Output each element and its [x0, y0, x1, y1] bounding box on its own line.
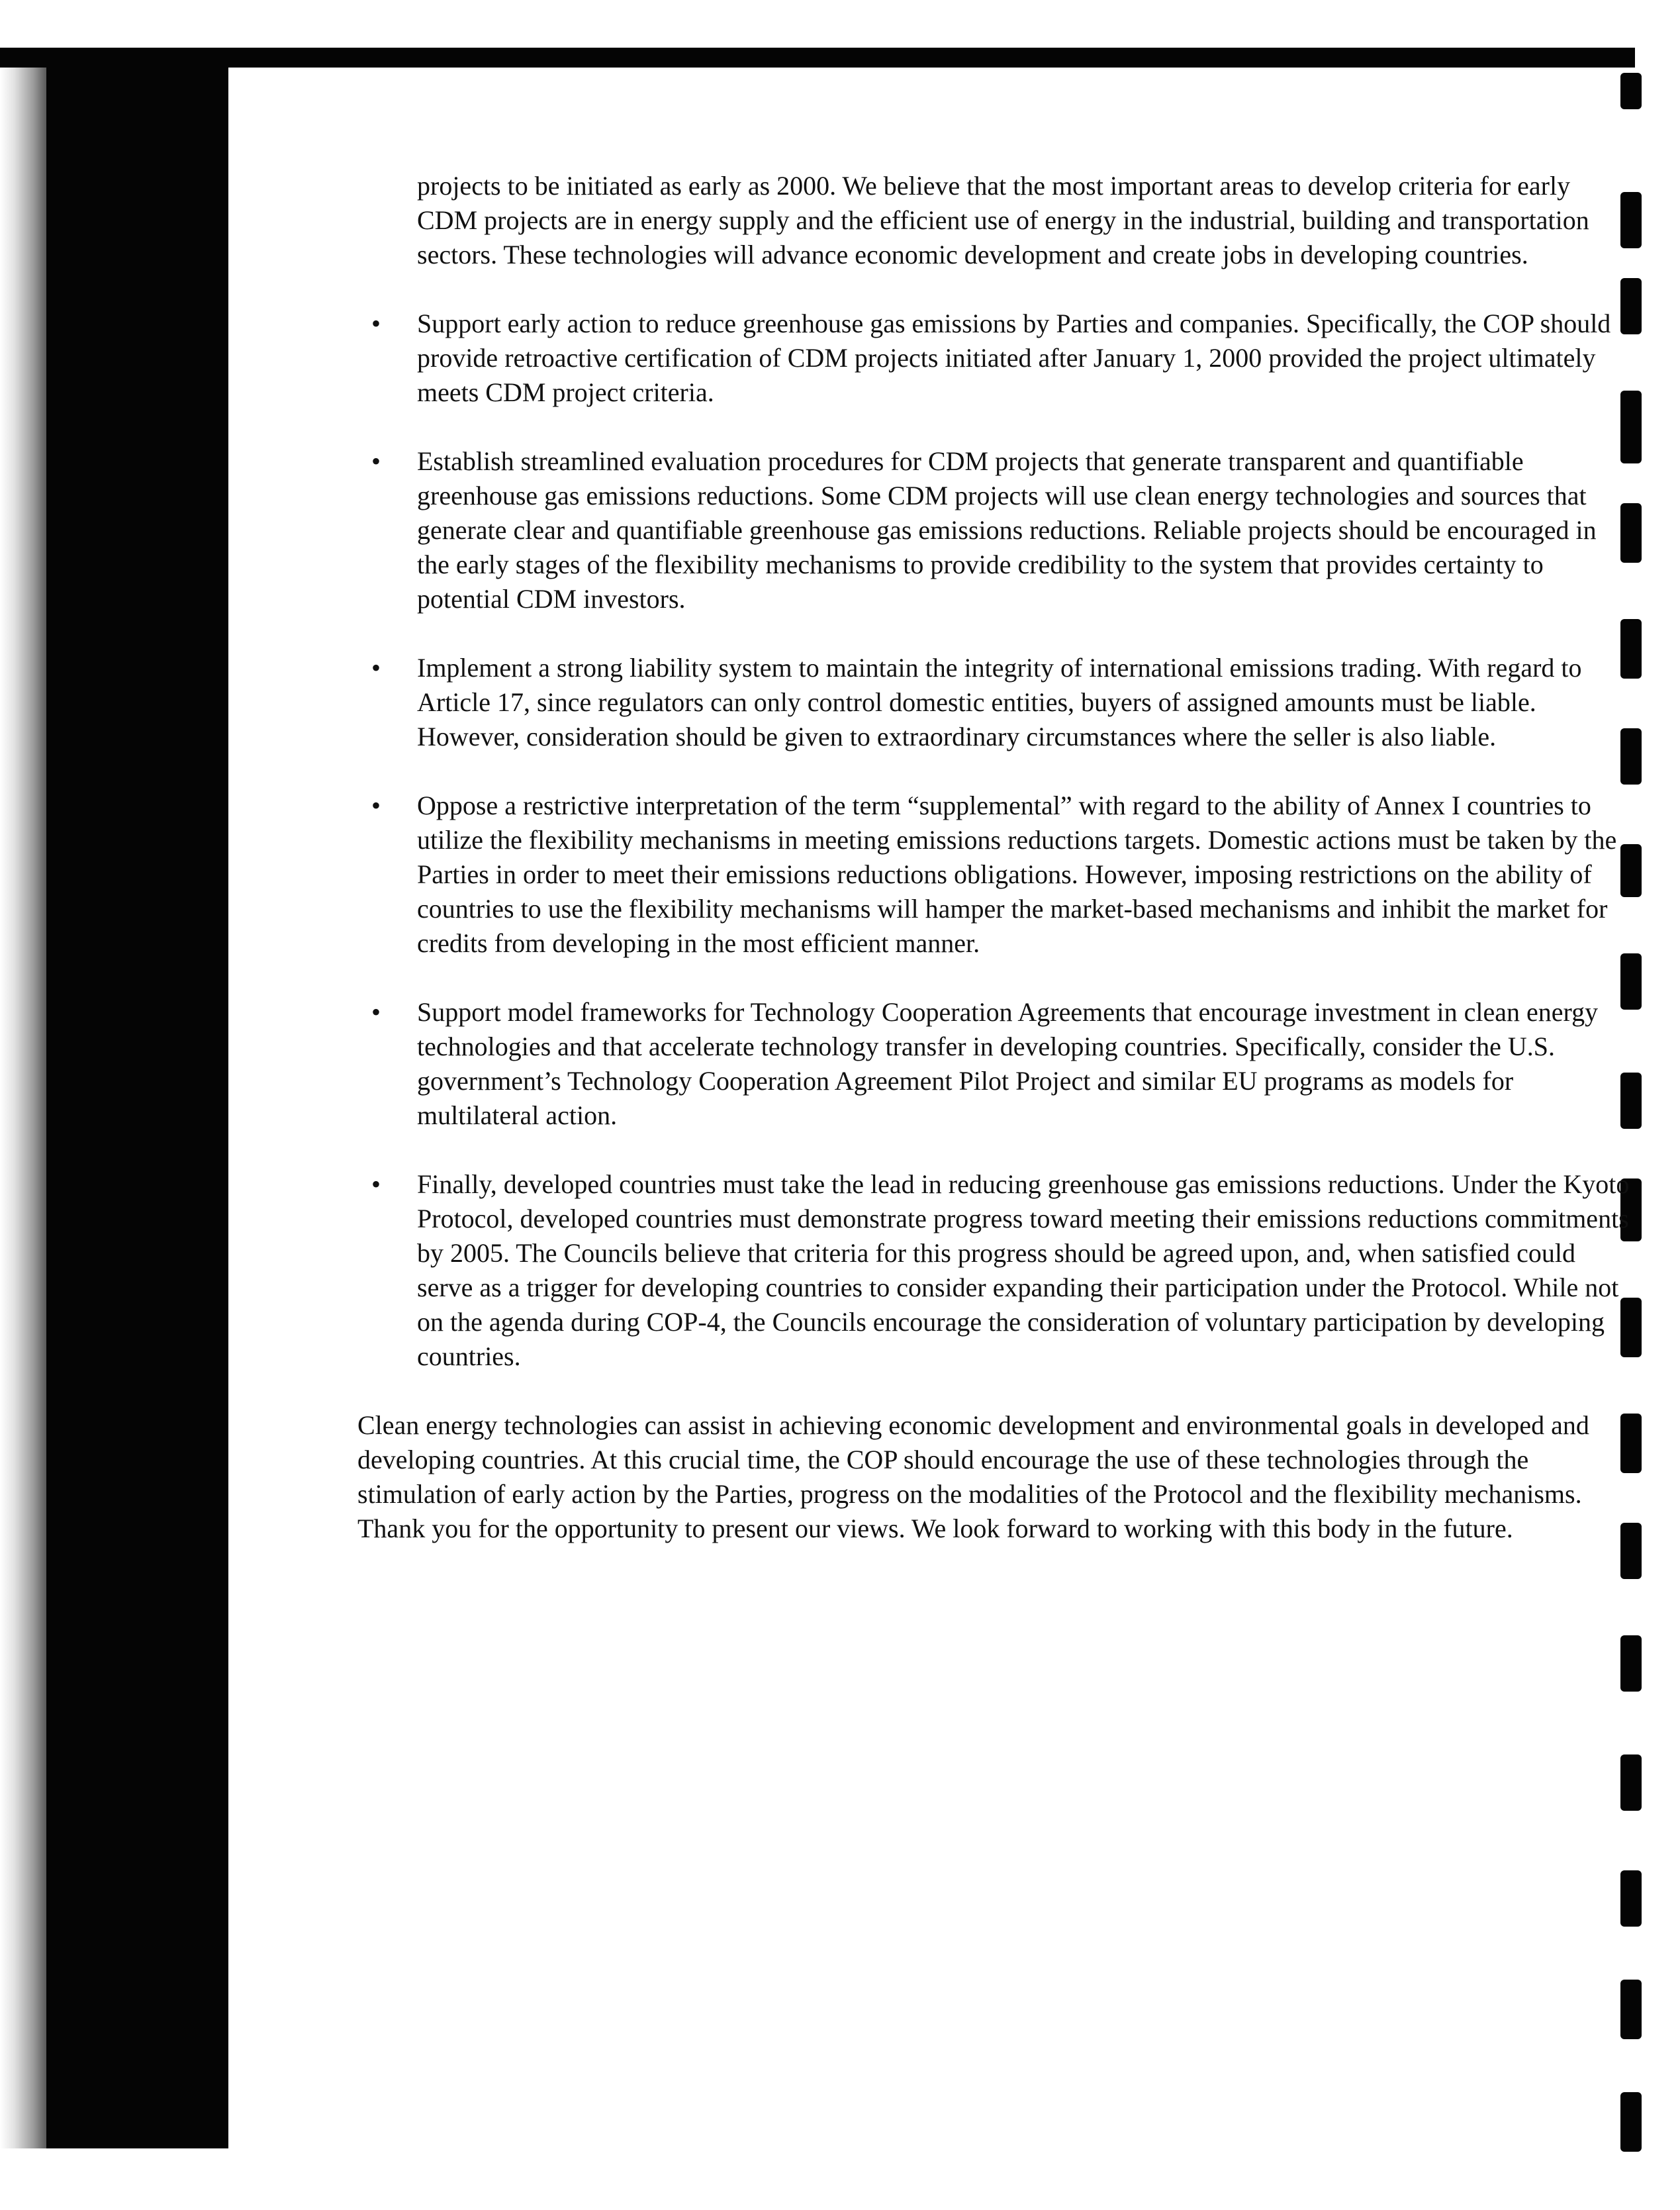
- document-body: [357, 169, 1635, 1546]
- scan-left-border: [46, 63, 228, 2148]
- list-item-text: Finally, developed countries must take the lead in reducing greenhouse gas emissions reductions. Under the Kyoto Protocol, developed countries must demonstrate progress toward meeting their emissions reductions commitments by 2005. The Councils believe that criteria for this progress should be agreed upon, and, when satisfied could serve as a trigger for developing countries to consider expanding their participation under the Protocol. While not on the agenda during COP-4, the Councils encourage the consideration of voluntary participation by developing countries.: [417, 1169, 1630, 1371]
- scan-edge-mark: [1620, 1635, 1642, 1692]
- list-item: [357, 995, 1635, 1133]
- list-item-text: Implement a strong liability system to maintain the integrity of international emissions trading. With regard to Article 17, since regulators can only control domestic entities, buyers of assigned amounts must be liable. However, consideration should be given to extraordinary circumstances where the seller is also liable.: [417, 653, 1582, 751]
- list-item-text: Support early action to reduce greenhouse gas emissions by Parties and companies. Specifically, the COP should provide retroactive certification of CDM projects initiated after January 1, 2000 provided the project ultimately meets CDM project criteria.: [417, 309, 1611, 407]
- recommendation-list: [357, 307, 1635, 1374]
- list-item-text: Oppose a restrictive interpretation of the term “supplemental” with regard to the ability of Annex I countries to utilize the flexibility mechanisms in meeting emissions reductions targets. Domestic actions must be taken by the Parties in order to meet their emissions reductions obligations. However, imposing restrictions on the ability of countries to use the flexibility mechanisms will hamper the market-based mechanisms and inhibit the market for credits from developing in the most efficient manner.: [417, 791, 1617, 958]
- bullet-icon: •: [371, 309, 381, 338]
- scan-edge-mark: [1620, 73, 1642, 109]
- bullet-icon: •: [371, 997, 381, 1027]
- scan-edge-mark: [1620, 1870, 1642, 1927]
- scan-edge-mark: [1620, 1754, 1642, 1811]
- list-item-text: Support model frameworks for Technology Cooperation Agreements that encourage investment in clean energy technologies and that accelerate technology transfer in developing countries. Specifically, consider the U.S. government’s Technology Cooperation Agreement Pilot Project and similar EU programs as models for multilateral action.: [417, 997, 1599, 1130]
- list-item-text: Establish streamlined evaluation procedures for CDM projects that generate transparent and quantifiable greenhouse gas emissions reductions. Some CDM projects will use clean energy technologies and sources that generate clear and quantifiable greenhouse gas emissions reductions. Reliable projects should be encouraged in the early stages of the flexibility mechanisms to provide credibility to the system that provides certainty to potential CDM investors.: [417, 446, 1597, 614]
- scan-edge-shadow: [0, 63, 48, 2148]
- closing-paragraph: Clean energy technologies can assist in achieving economic development and environmental goals in developed and developing countries. At this crucial time, the COP should encourage the use of these technologies through the stimulation of early action by the Parties, progress on the modalities of the Protocol and the flexibility mechanisms. Thank you for the opportunity to present our views. We look forward to working with this body in the future.: [357, 1410, 1589, 1543]
- bullet-icon: •: [371, 446, 381, 476]
- list-item: [357, 307, 1635, 410]
- list-item: [357, 789, 1635, 961]
- list-item: [357, 651, 1635, 754]
- bullet-icon: •: [371, 653, 381, 683]
- list-item: [357, 444, 1635, 616]
- scan-edge-mark: [1620, 1980, 1642, 2039]
- continuation-paragraph: projects to be initiated as early as 2000. We believe that the most important areas to develop criteria for early CDM projects are in energy supply and the efficient use of energy in the industrial, building and transportation sectors. These technologies will advance economic development and create jobs in developing countries.: [417, 171, 1589, 269]
- bullet-icon: •: [371, 1169, 381, 1199]
- scan-edge-mark: [1620, 2092, 1642, 2152]
- scan-top-border: [0, 48, 1635, 68]
- bullet-icon: •: [371, 791, 381, 820]
- list-item: [357, 1167, 1635, 1374]
